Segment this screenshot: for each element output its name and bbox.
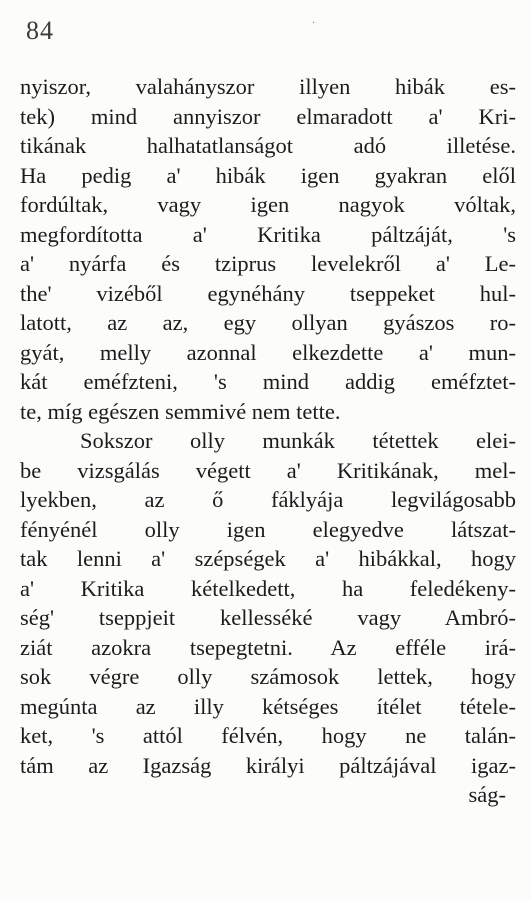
text-line: Sokszor olly munkák tétettek elei- xyxy=(80,428,516,453)
text-line: lyekben, az ő fáklyája legvilágosabb xyxy=(20,487,516,512)
ink-speck: · xyxy=(312,18,316,29)
text-line: a' Kritika kételkedett, ha feledékeny- xyxy=(20,575,516,601)
body-text xyxy=(20,72,516,810)
text-line: tám az Igazság királyi páltzájával igaz- xyxy=(20,752,516,778)
text-line: ziát azokra tsepegtetni. Az efféle irá- xyxy=(20,634,516,660)
text-line: the' vizéből egynéhány tseppeket hul- xyxy=(20,280,516,306)
text-line: tikának halhatatlanságot adó illetése. xyxy=(20,133,516,158)
text-line: megúnta az illy kétséges ítélet tétele- xyxy=(20,693,516,719)
text-line: latott, az az, egy ollyan gyászos ro- xyxy=(20,310,516,335)
text-line: be vizsgálás végett a' Kritikának, mel- xyxy=(20,457,516,483)
text-line: nyiszor, valahányszor illyen hibák es- xyxy=(20,74,516,99)
text-line: kát eméfzteni, 's mind addig eméfztet- xyxy=(20,369,516,394)
text-line: fordúltak, vagy igen nagyok vóltak, xyxy=(20,192,516,217)
text-line: Ha pedig a' hibák igen gyakran elől xyxy=(20,162,516,188)
text-line: sok végre olly számosok lettek, hogy xyxy=(20,664,516,689)
paragraph-2 xyxy=(20,426,516,780)
paragraph-1 xyxy=(20,72,516,426)
text-line: gyát, melly azonnal elkezdette a' mun- xyxy=(20,339,516,365)
text-line: te, míg egészen semmivé nem tette. xyxy=(20,398,341,424)
text-line: ség' tseppjeit kellesséké vagy Ambró- xyxy=(20,605,516,630)
page-number: 84 xyxy=(26,16,54,45)
text-line: tak lenni a' szépségek a' hibákkal, hogy xyxy=(20,546,516,571)
text-line: fényénél olly igen elegyedve látszat- xyxy=(20,516,516,542)
text-line: ket, 's attól félvén, hogy ne talán- xyxy=(20,723,516,748)
catchword: ság- xyxy=(468,782,506,807)
text-line: a' nyárfa és tziprus levelekről a' Le- xyxy=(20,251,516,276)
text-line: tek) mind annyiszor elmaradott a' Kri- xyxy=(20,103,516,129)
text-line: megfordította a' Kritika páltzáját, 's xyxy=(20,221,516,247)
